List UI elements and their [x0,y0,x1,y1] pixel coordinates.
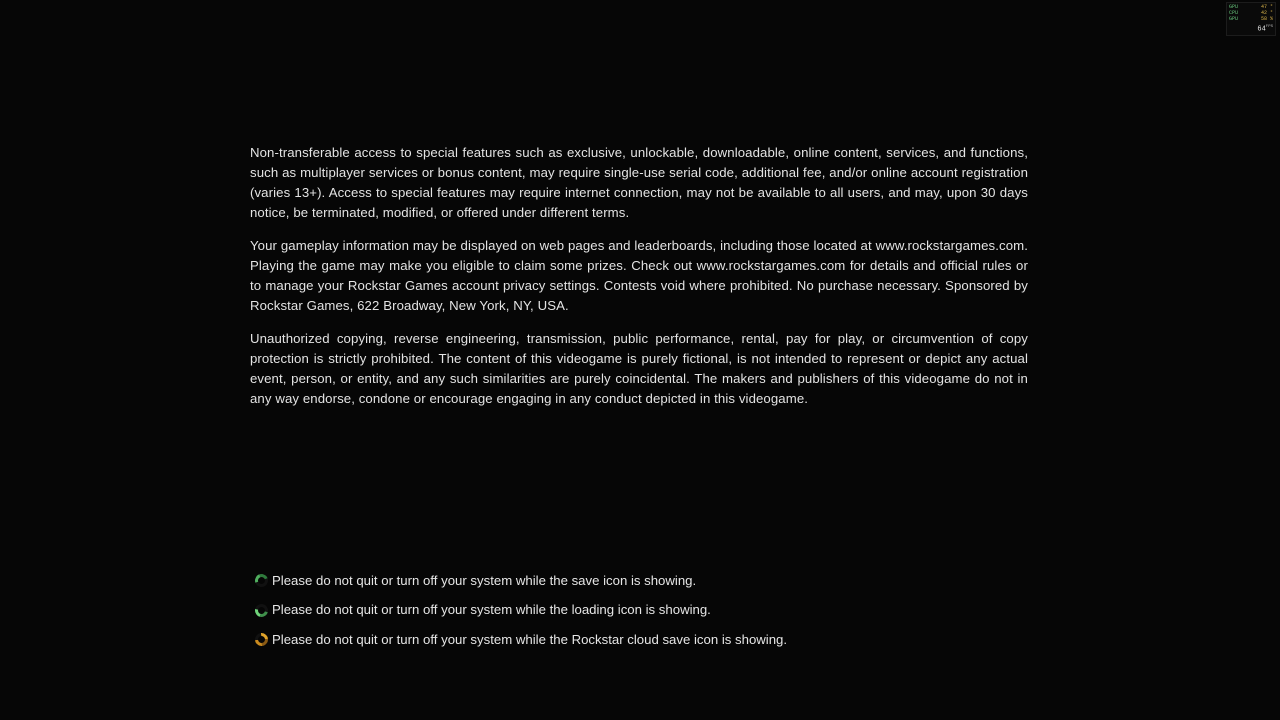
perf-value: 58 % [1260,16,1273,22]
notice-row [250,625,1050,655]
perf-row [1229,16,1273,22]
notices-list [250,566,1050,655]
notice-row [250,596,1050,626]
perf-label: CPU [1229,10,1239,16]
fps-unit: FPS [1265,25,1273,29]
notice-label: Please do not quit or turn off your system while the loading icon is showing. [272,602,711,618]
legal-paragraph: Unauthorized copying, reverse engineering, transmission, public performance, rental, pay for play, or circumvention of copy protection is strictly prohibited. The content of this videogame is purely fictional, is not intended to represent or depict any actual event, person, or entity, and any such similarities are purely coincidental. The makers and publishers of this videogame do not in any way endorse, condone or encourage engaging in any conduct depicted in this videogame. [250,331,1028,406]
performance-overlay [1226,2,1276,36]
fps-counter [1229,23,1273,33]
perf-label: GPU [1229,4,1239,10]
fps-value: 64 [1257,25,1266,34]
save-spinner-icon [250,572,272,590]
perf-value: 47 ° [1260,4,1273,10]
rockstar-cloud-save-icon [250,631,272,649]
legal-text-block [250,143,1028,409]
notice-label: Please do not quit or turn off your system while the Rockstar cloud save icon is showing. [272,631,788,647]
legal-paragraph: Your gameplay information may be displayed on web pages and leaderboards, including those located at www.rockstargames.com. Playing the game may make you eligible to claim some prizes. Check out www.rockstargames.com for details and official rules or to manage your Rockstar Games account privacy settings. Contests void where prohibited. No purchase necessary. Sponsored by Rockstar Games, 622 Broadway, New York, NY, USA. [250,238,1028,313]
perf-value: 42 ° [1260,10,1273,16]
loading-spinner-icon [250,601,272,619]
perf-label: GPU [1229,16,1239,22]
legal-paragraph: Non-transferable access to special features such as exclusive, unlockable, downloadable, online content, services, and functions, such as multiplayer services or bonus content, may require single-use serial code, additional fee, and/or online account registration (varies 13+). Access to special features may require internet connection, may not be available to all users, and may, upon 30 days notice, be terminated, modified, or offered under different terms. [250,145,1028,220]
notice-row [250,566,1050,596]
notice-label: Please do not quit or turn off your system while the save icon is showing. [272,572,697,588]
